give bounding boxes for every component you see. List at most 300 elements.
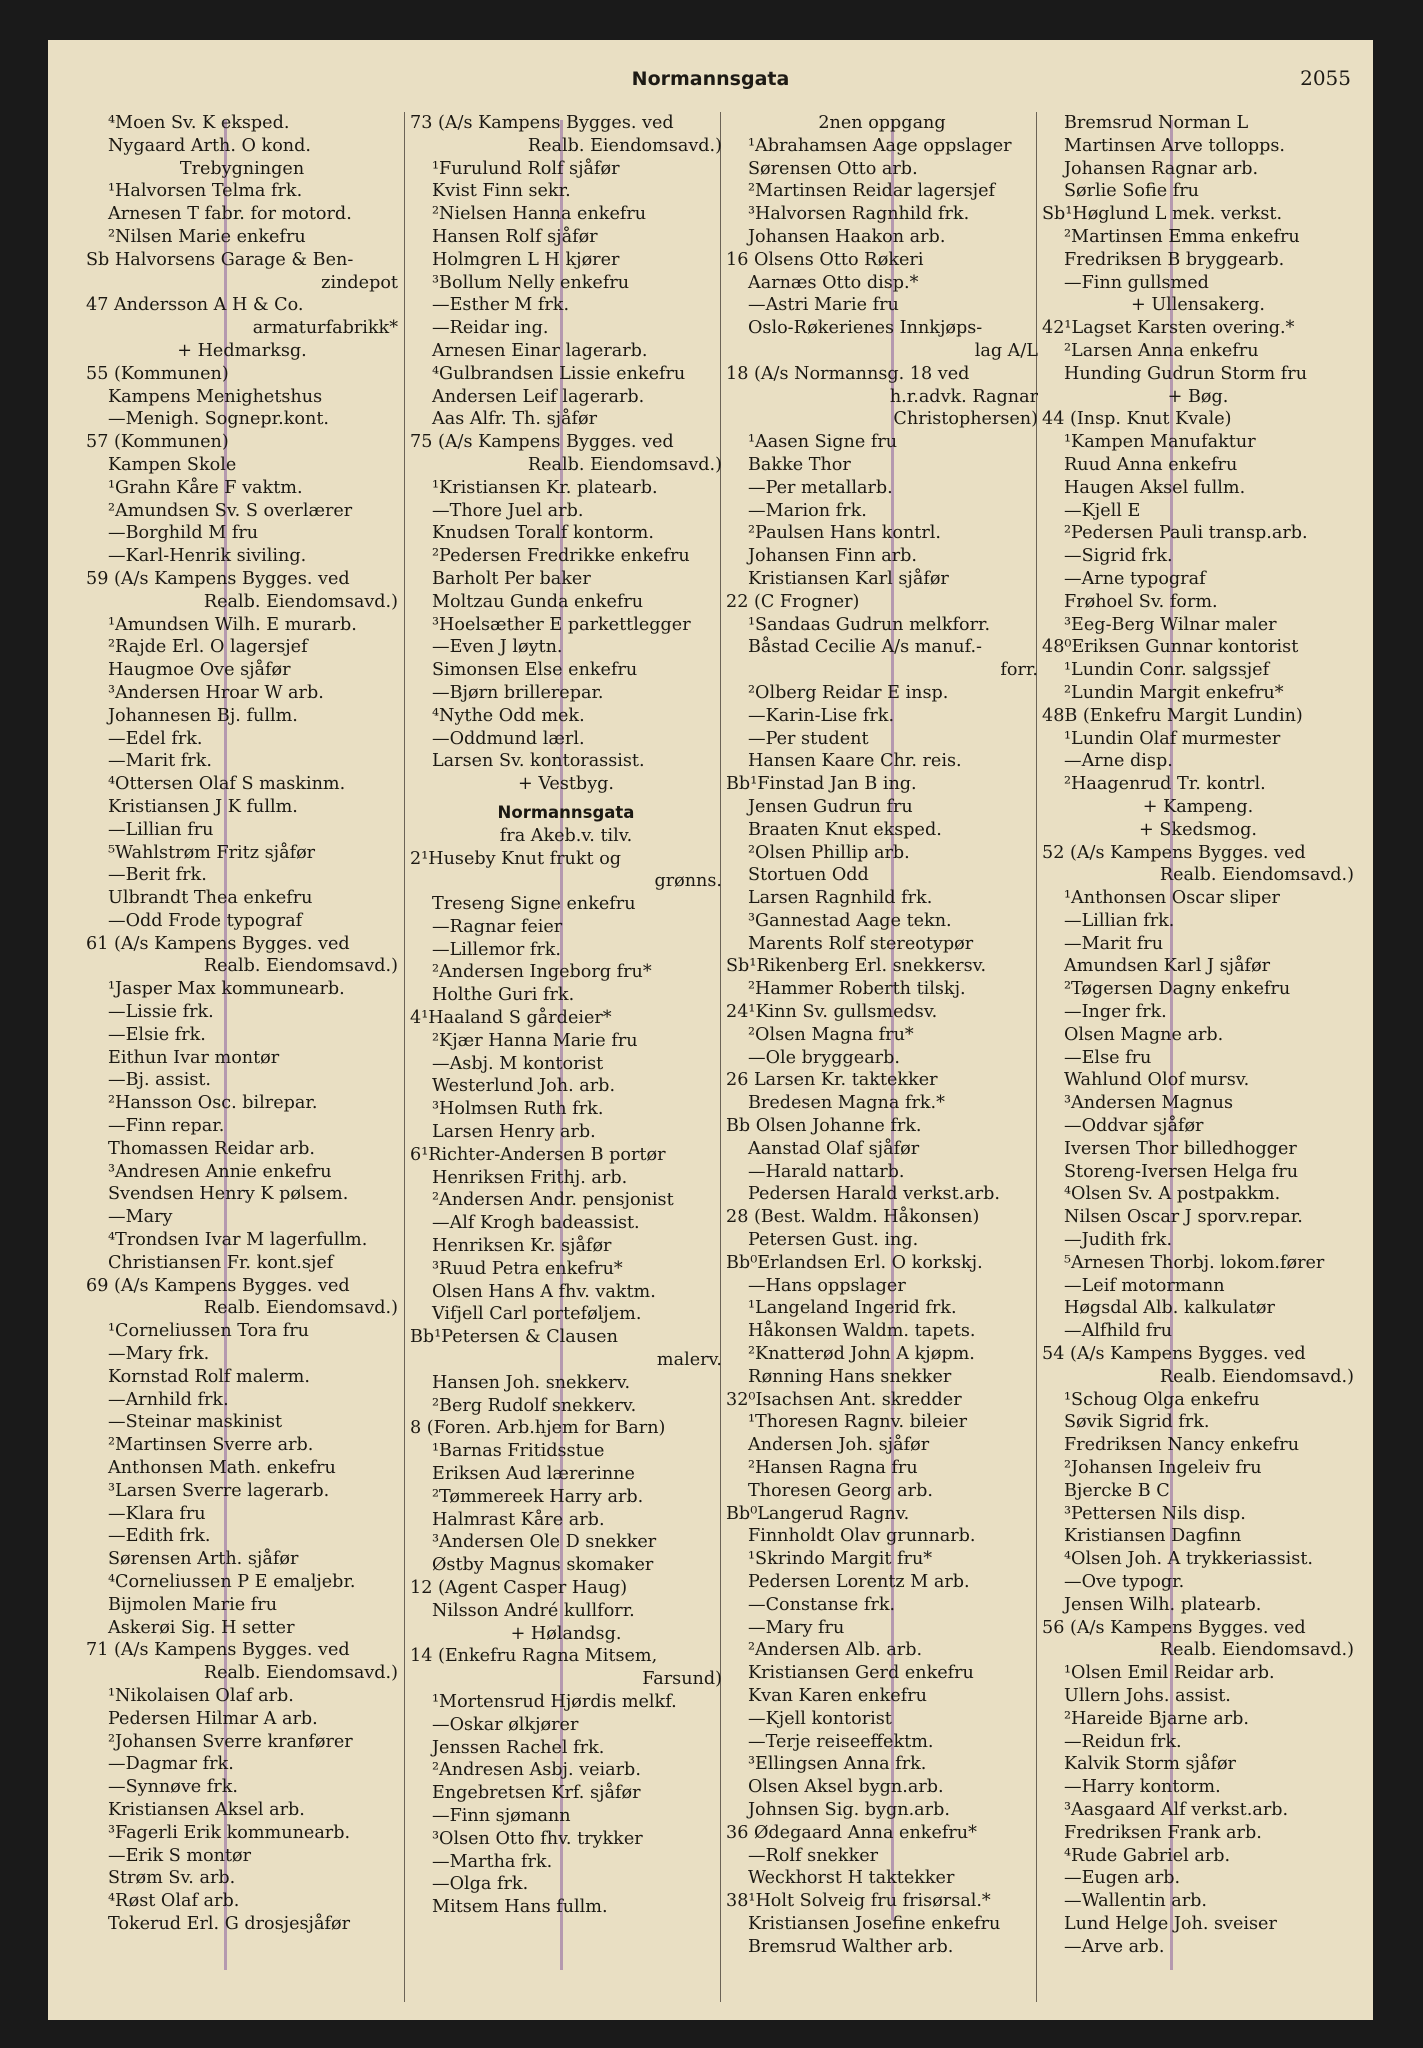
directory-line: Realb. Eiendomsavd.) — [1159, 1366, 1354, 1387]
directory-line: ²Olsen Magna fru* — [748, 1024, 914, 1045]
directory-line: armaturfabrikk* — [252, 318, 398, 339]
directory-line: —Lillian frk. — [1064, 910, 1175, 931]
directory-line: —Arve arb. — [1064, 1936, 1165, 1957]
directory-line: Marents Rolf stereotypør — [748, 933, 974, 954]
directory-line: —Karin-Lise frk. — [748, 705, 895, 726]
directory-column-2 — [410, 112, 722, 1919]
directory-line: —Karl-Henrik siviling. — [108, 546, 307, 567]
directory-line: Bredesen Magna frk.* — [748, 1093, 945, 1114]
directory-line: 14 (Enkefru Ragna Mitsem, — [410, 1646, 658, 1667]
directory-line: Realb. Eiendomsavd.) — [203, 1298, 398, 1319]
directory-line: 36 Ødegaard Anna enkefru* — [726, 1822, 977, 1843]
directory-line: 2nen oppgang — [818, 113, 946, 133]
directory-line: Christiansen Fr. kont.sjef — [108, 1252, 334, 1273]
directory-line: ³Olsen Otto fhv. trykker — [432, 1828, 643, 1849]
directory-line: —Sigrid frk. — [1064, 546, 1173, 567]
directory-line: —Marit fru — [1064, 933, 1164, 954]
directory-line: —Reidun frk. — [1064, 1731, 1182, 1752]
directory-line: Realb. Eiendomsavd.) — [527, 135, 722, 156]
directory-line: —Lillemor frk. — [432, 939, 562, 960]
directory-line: ³Andersen Magnus — [1064, 1093, 1233, 1114]
directory-line: ¹Schoug Olga enkefru — [1064, 1389, 1260, 1410]
directory-line: ³Aasgaard Alf verkst.arb. — [1064, 1799, 1289, 1820]
directory-line: fra Akeb.v. tilv. — [499, 825, 633, 846]
directory-line: 61 (A/s Kampens Bygges. ved — [86, 933, 350, 954]
directory-line: Aanstad Olaf sjåfør — [748, 1138, 920, 1159]
directory-line: ¹Langeland Ingerid frk. — [748, 1298, 957, 1319]
directory-line: Barholt Per baker — [432, 568, 591, 589]
directory-line: ¹Furulund Rolf sjåfør — [432, 158, 620, 179]
directory-line: 28 (Best. Waldm. Håkonsen) — [726, 1207, 980, 1228]
directory-line: —Reidar ing. — [432, 318, 549, 339]
directory-line: —Bjørn brillerepar. — [432, 682, 604, 703]
directory-line: Kvist Finn sekr. — [432, 181, 571, 202]
directory-line: ¹Grahn Kåre F vaktm. — [108, 477, 303, 498]
directory-line: Realb. Eiendomsavd.) — [1159, 1640, 1354, 1661]
directory-line: ²Hansson Osc. bilrepar. — [108, 1093, 318, 1114]
directory-line: + Vestbyg. — [518, 774, 614, 795]
directory-line: forr. — [1000, 660, 1038, 681]
directory-line: 22 (C Frogner) — [726, 591, 860, 612]
directory-line: ²Olberg Reidar E insp. — [748, 682, 949, 703]
directory-line: Kristiansen J K fullm. — [108, 796, 298, 817]
directory-line: ²Larsen Anna enkefru — [1064, 340, 1259, 361]
directory-line: ³Larsen Sverre lagerarb. — [108, 1480, 330, 1501]
directory-line: Hansen Joh. snekkerv. — [432, 1372, 631, 1393]
directory-line: ²Haagenrud Tr. kontrl. — [1064, 774, 1266, 795]
directory-line: h.r.advk. Ragnar — [889, 386, 1038, 407]
directory-line: Bijmolen Marie fru — [108, 1594, 278, 1615]
directory-line: Johansen Finn arb. — [748, 546, 918, 567]
directory-line: ⁴Ottersen Olaf S maskinm. — [108, 774, 346, 795]
directory-line: ³Andersen Ole D snekker — [432, 1532, 657, 1553]
directory-line: ¹Anthonsen Oscar sliper — [1064, 888, 1280, 909]
directory-line: Aas Alfr. Th. sjåfør — [432, 409, 598, 430]
directory-line: Fredriksen Frank arb. — [1064, 1822, 1262, 1843]
directory-line: —Arnhild frk. — [108, 1389, 229, 1410]
directory-line: 32⁰Isachsen Ant. skredder — [726, 1389, 962, 1410]
directory-line: 18 (A/s Normannsg. 18 ved — [726, 363, 970, 384]
directory-line: Pedersen Harald verkst.arb. — [748, 1184, 1000, 1205]
directory-line: ¹Amundsen Wilh. E murarb. — [108, 614, 357, 635]
directory-line: 54 (A/s Kampens Bygges. ved — [1042, 1344, 1306, 1365]
directory-line: ⁴Rude Gabriel arb. — [1064, 1845, 1231, 1866]
directory-line: ⁵Wahlstrøm Fritz sjåfør — [108, 842, 316, 863]
directory-line: ⁴Trondsen Ivar M lagerfullm. — [108, 1230, 368, 1251]
directory-line: Realb. Eiendomsavd.) — [527, 454, 722, 475]
directory-line: Realb. Eiendomsavd.) — [203, 956, 398, 977]
directory-line: Eithun Ivar montør — [108, 1047, 280, 1068]
directory-line: Henriksen Frithj. arb. — [432, 1167, 628, 1188]
directory-line: —Alf Krogh badeassist. — [432, 1213, 640, 1234]
directory-line: Bremsrud Norman L — [1064, 113, 1249, 133]
directory-line: 42¹Lagset Karsten overing.* — [1042, 318, 1295, 339]
directory-line: ⁴Røst Olaf arb. — [108, 1891, 240, 1912]
directory-line: Bjercke B C — [1064, 1480, 1170, 1501]
directory-line: Sørensen Arth. sjåfør — [108, 1549, 299, 1570]
directory-line: ⁴Olsen Joh. A trykkeriassist. — [1064, 1549, 1313, 1570]
directory-line: + Ullensakerg. — [1130, 295, 1265, 316]
directory-line: —Martha frk. — [432, 1851, 553, 1872]
directory-line: Jensen Wilh. platearb. — [1064, 1594, 1262, 1615]
directory-line: —Ragnar feier — [432, 916, 563, 937]
directory-line: ²Kjær Hanna Marie fru — [432, 1030, 638, 1051]
directory-line: Bakke Thor — [748, 454, 851, 475]
directory-line: Hunding Gudrun Storm fru — [1064, 363, 1308, 384]
directory-line: Svendsen Henry K pølsem. — [108, 1184, 349, 1205]
directory-line: —Olga frk. — [432, 1874, 529, 1895]
directory-line: ³Andersen Hroar W arb. — [108, 682, 324, 703]
directory-line: —Harald nattarb. — [748, 1161, 905, 1182]
directory-line: Vifjell Carl porteføljem. — [432, 1304, 642, 1325]
directory-line: —Oskar ølkjører — [432, 1714, 579, 1735]
directory-line: Pedersen Lorentz M arb. — [748, 1572, 970, 1592]
directory-line: —Esther M frk. — [432, 295, 570, 316]
directory-line: —Elsie frk. — [108, 1024, 206, 1045]
directory-line: Larsen Ragnhild frk. — [748, 888, 933, 909]
directory-line: ³Eeg-Berg Wilnar maler — [1064, 614, 1277, 635]
directory-line: ¹Corneliussen Tora fru — [108, 1321, 309, 1342]
directory-line: ¹Kampen Manufaktur — [1064, 432, 1256, 453]
directory-line: —Mary fru — [748, 1617, 845, 1638]
directory-line: —Erik S montør — [108, 1845, 252, 1866]
directory-line: Braaten Knut eksped. — [748, 819, 942, 840]
directory-line: Hansen Kaare Chr. reis. — [748, 751, 962, 772]
directory-line: Aarnæs Otto disp.* — [748, 272, 919, 293]
directory-line: ¹Skrindo Margit fru* — [748, 1549, 933, 1570]
directory-page — [48, 40, 1373, 2020]
directory-line: —Eugen arb. — [1064, 1868, 1181, 1889]
directory-line: —Terje reiseeffektm. — [748, 1731, 934, 1752]
directory-line: ²Andersen Alb. arb. — [748, 1640, 923, 1661]
directory-line: ²Berg Rudolf snekkerv. — [432, 1395, 637, 1416]
directory-line: ⁴Gulbrandsen Lissie enkefru — [432, 363, 686, 384]
directory-line: ³Fagerli Erik kommunearb. — [108, 1822, 351, 1843]
directory-line: ³Ellingsen Anna frk. — [748, 1754, 927, 1775]
page-number: 2055 — [1300, 66, 1351, 90]
directory-line: Arnesen Einar lagerarb. — [432, 340, 648, 361]
directory-line: Askerøi Sig. H setter — [108, 1617, 295, 1638]
directory-line: Thoresen Georg arb. — [748, 1480, 933, 1501]
directory-line: + Kampeng. — [1142, 796, 1254, 817]
directory-line: Trebygningen — [179, 158, 305, 179]
directory-line: —Klara fru — [108, 1503, 206, 1524]
directory-line: —Ove typogr. — [1064, 1572, 1185, 1592]
directory-line: —Odd Frode typograf — [108, 910, 303, 931]
directory-line: —Lissie frk. — [108, 1002, 214, 1023]
directory-line: —Edel frk. — [108, 728, 203, 749]
directory-line: ³Pettersen Nils disp. — [1064, 1503, 1246, 1524]
directory-line: —Mary — [108, 1207, 173, 1228]
directory-line: —Per metallarb. — [748, 477, 893, 498]
directory-line: —Marion frk. — [748, 500, 867, 521]
directory-line: grønns. — [654, 871, 722, 892]
directory-line: Johansen Ragnar arb. — [1064, 158, 1259, 179]
directory-line: Haugen Aksel fullm. — [1064, 477, 1246, 498]
directory-line: —Inger frk. — [1064, 1002, 1167, 1023]
directory-line: Frøhoel Sv. form. — [1064, 591, 1218, 612]
directory-line: —Else fru — [1064, 1047, 1152, 1068]
directory-line: ²Paulsen Hans kontrl. — [748, 523, 941, 544]
directory-line: ¹Aasen Signe fru — [748, 432, 898, 453]
directory-line: —Thore Juel arb. — [432, 500, 584, 521]
directory-line: Båstad Cecilie A/s manuf.- — [748, 637, 982, 658]
directory-line: Ullern Johs. assist. — [1064, 1685, 1231, 1706]
directory-line: Engebretsen Krf. sjåfør — [432, 1783, 641, 1804]
directory-line: ¹Lundin Olaf murmester — [1064, 728, 1281, 749]
directory-line: ²Pedersen Fredrikke enkefru — [432, 546, 690, 567]
directory-line: Sb¹Rikenberg Erl. snekkersv. — [726, 956, 987, 977]
directory-line: —Menigh. Sognepr.kont. — [108, 409, 329, 430]
directory-line: Sb¹Høglund L mek. verkst. — [1042, 204, 1283, 225]
directory-line: ²Hansen Ragna fru — [748, 1458, 918, 1479]
directory-line: Bb⁰Erlandsen Erl. O korkskj. — [726, 1252, 983, 1273]
directory-line: Strøm Sv. arb. — [108, 1868, 236, 1889]
directory-line: Sørlie Sofie fru — [1064, 181, 1199, 202]
directory-line: 71 (A/s Kampens Bygges. ved — [86, 1640, 350, 1661]
directory-line: —Wallentin arb. — [1064, 1891, 1208, 1912]
directory-line: malerv. — [656, 1350, 722, 1371]
directory-line: Østby Magnus skomaker — [432, 1555, 654, 1576]
directory-line: Bremsrud Walther arb. — [748, 1936, 954, 1957]
directory-line: —Kjell kontorist — [748, 1708, 892, 1729]
directory-line: ¹Nikolaisen Olaf arb. — [108, 1685, 294, 1706]
directory-line: Kampen Skole — [108, 454, 237, 475]
directory-line: 44 (Insp. Knut Kvale) — [1042, 409, 1232, 430]
directory-line: Eriksen Aud lærerinne — [432, 1464, 635, 1485]
directory-line: Kristiansen Josefine enkefru — [748, 1913, 1001, 1934]
directory-line: Realb. Eiendomsavd.) — [1159, 865, 1354, 886]
directory-line: Rønning Hans snekker — [748, 1366, 952, 1387]
directory-line: —Asbj. M kontorist — [432, 1053, 604, 1074]
directory-line: Holmgren L H kjører — [432, 249, 620, 270]
directory-line: ⁴Olsen Sv. A postpakkm. — [1064, 1184, 1281, 1205]
directory-line: 56 (A/s Kampens Bygges. ved — [1042, 1617, 1306, 1638]
directory-line: —Mary frk. — [108, 1344, 210, 1365]
page-title: Normannsgata — [631, 68, 790, 90]
directory-line: 16 Olsens Otto Røkeri — [726, 249, 924, 270]
directory-line: ⁴Corneliussen P E emaljebr. — [108, 1572, 356, 1592]
directory-line: —Hans oppslager — [748, 1275, 906, 1296]
directory-line: Storeng-Iversen Helga fru — [1064, 1161, 1299, 1182]
directory-line: —Finn repar. — [108, 1116, 225, 1137]
directory-line: Halmrast Kåre arb. — [432, 1509, 605, 1530]
directory-line: ²Olsen Phillip arb. — [748, 842, 910, 863]
directory-line: —Finn gullsmed — [1064, 272, 1209, 293]
directory-line: Kristiansen Karl sjåfør — [748, 568, 949, 589]
directory-line: ²Martinsen Emma enkefru — [1064, 226, 1300, 247]
directory-line: —Ole bryggearb. — [748, 1047, 900, 1068]
directory-line: —Steinar maskinist — [108, 1412, 283, 1433]
directory-line: Olsen Hans A fhv. vaktm. — [432, 1281, 656, 1302]
directory-line: —Edith frk. — [108, 1526, 211, 1547]
directory-line: Weckhorst H taktekker — [748, 1868, 955, 1889]
directory-line: Bb⁰Langerud Ragnv. — [726, 1503, 910, 1524]
directory-line: —Marit frk. — [108, 751, 212, 772]
directory-line: + Bøg. — [1167, 386, 1229, 407]
directory-line: ³Ruud Petra enkefru* — [432, 1258, 623, 1279]
directory-line: Finnholdt Olav grunnarb. — [748, 1526, 976, 1547]
directory-line: 52 (A/s Kampens Bygges. ved — [1042, 842, 1306, 863]
directory-line: Kristiansen Aksel arb. — [108, 1799, 305, 1820]
directory-line: —Judith frk. — [1064, 1230, 1173, 1251]
directory-line: 24¹Kinn Sv. gullsmedsv. — [726, 1002, 938, 1023]
directory-line: ³Bollum Nelly enkefru — [432, 272, 630, 293]
directory-line: 4¹Haaland S gårdeier* — [410, 1008, 612, 1029]
directory-line: Holthe Guri frk. — [432, 985, 575, 1006]
directory-line: ²Johansen Ingeleiv fru — [1064, 1458, 1262, 1479]
directory-line: Sørensen Otto arb. — [748, 158, 918, 179]
directory-line: Mitsem Hans fullm. — [432, 1897, 608, 1918]
directory-line: Sb Halvorsens Garage & Ben- — [86, 249, 354, 270]
directory-line: Kristiansen Gerd enkefru — [748, 1663, 974, 1684]
directory-line: —Finn sjømann — [432, 1805, 571, 1826]
directory-line: ³Gannestad Aage tekn. — [748, 910, 952, 931]
directory-line: Moltzau Gunda enkefru — [432, 591, 644, 612]
directory-line: ²Martinsen Reidar lagersjef — [748, 181, 996, 202]
directory-line: ¹Mortensrud Hjørdis melkf. — [432, 1691, 677, 1712]
directory-line: Olsen Aksel bygn.arb. — [748, 1777, 944, 1798]
directory-line: Realb. Eiendomsavd.) — [203, 1663, 398, 1684]
directory-line: Oslo-Røkerienes Innkjøps- — [748, 318, 983, 339]
directory-line: —Even J løytn. — [432, 637, 563, 658]
directory-line: ¹Olsen Emil Reidar arb. — [1064, 1663, 1275, 1684]
directory-line: Treseng Signe enkefru — [432, 894, 636, 915]
directory-line: Realb. Eiendomsavd.) — [203, 591, 398, 612]
directory-line: Andersen Leif lagerarb. — [432, 386, 645, 407]
directory-line: ¹Barnas Fritidsstue — [432, 1441, 605, 1462]
directory-line: Haugmoe Ove sjåfør — [108, 660, 291, 681]
directory-line: ³Andresen Annie enkefru — [108, 1161, 332, 1182]
directory-line: Høgsdal Alb. kalkulatør — [1064, 1298, 1275, 1319]
directory-line: 59 (A/s Kampens Bygges. ved — [86, 568, 350, 589]
directory-line: —Arne disp. — [1064, 751, 1173, 772]
directory-line: Farsund) — [642, 1669, 722, 1690]
column-divider — [404, 112, 405, 2002]
directory-line: ²Rajde Erl. O lagersjef — [108, 637, 308, 658]
directory-line: Larsen Henry arb. — [432, 1122, 596, 1143]
directory-line: ¹Jasper Max kommunearb. — [108, 979, 345, 1000]
directory-line: Larsen Sv. kontorassist. — [432, 751, 645, 772]
directory-line: Thomassen Reidar arb. — [108, 1138, 316, 1159]
directory-line: ¹Halvorsen Telma frk. — [108, 181, 303, 202]
directory-line: Kristiansen Dagfinn — [1064, 1526, 1242, 1547]
directory-line: —Kjell E — [1064, 500, 1141, 521]
directory-line: Petersen Gust. ing. — [748, 1230, 919, 1251]
directory-line: Johansen Haakon arb. — [748, 226, 946, 247]
directory-line: ²Martinsen Sverre arb. — [108, 1435, 314, 1456]
directory-line: ⁵Arnesen Thorbj. lokom.fører — [1064, 1252, 1325, 1273]
directory-line: Johnsen Sig. bygn.arb. — [748, 1799, 950, 1820]
directory-line: Westerlund Joh. arb. — [432, 1076, 616, 1097]
directory-line: —Constanse frk. — [748, 1594, 896, 1615]
directory-line: 73 (A/s Kampens Bygges. ved — [410, 113, 674, 133]
directory-line: Tokerud Erl. G drosjesjåfør — [108, 1913, 350, 1934]
directory-line: ²Knatterød John A kjøpm. — [748, 1344, 975, 1365]
directory-line: —Astri Marie fru — [748, 295, 899, 316]
directory-line: Kampens Menighetshus — [108, 386, 323, 407]
directory-line: —Arne typograf — [1064, 568, 1206, 589]
directory-line: —Berit frk. — [108, 865, 207, 886]
directory-line: Wahlund Olof mursv. — [1064, 1070, 1250, 1091]
directory-line: ²Nilsen Marie enkefru — [108, 226, 306, 247]
directory-line: Stortuen Odd — [748, 865, 869, 886]
directory-line: —Bj. assist. — [108, 1070, 212, 1091]
directory-line: Nilsen Oscar J sporv.repar. — [1064, 1207, 1303, 1228]
directory-line: Normannsgata — [497, 802, 635, 822]
directory-line: Henriksen Kr. sjåfør — [432, 1236, 612, 1257]
directory-line: ²Nielsen Hanna enkefru — [432, 204, 647, 225]
directory-line: 26 Larsen Kr. taktekker — [726, 1070, 938, 1091]
directory-line: Jenssen Rachel frk. — [432, 1737, 605, 1758]
directory-column-3 — [726, 112, 1038, 1959]
directory-line: ²Tøgersen Dagny enkefru — [1064, 979, 1291, 1000]
directory-line: ²Hammer Roberth tilskj. — [748, 979, 966, 1000]
directory-line: Søvik Sigrid frk. — [1064, 1412, 1210, 1433]
directory-line: 8 (Foren. Arb.hjem for Barn) — [410, 1418, 666, 1439]
directory-line: 47 Andersson A H & Co. — [86, 295, 304, 316]
directory-line: Knudsen Toralf kontorm. — [432, 523, 654, 544]
directory-line: —Oddmund lærl. — [432, 728, 585, 749]
directory-line: Ulbrandt Thea enkefru — [108, 888, 313, 909]
directory-line: —Harry kontorm. — [1064, 1777, 1221, 1798]
directory-line: ¹Lundin Conr. salgssjef — [1064, 660, 1270, 681]
page-header — [48, 68, 1373, 108]
directory-line: ²Johansen Sverre kranfører — [108, 1731, 353, 1752]
directory-line: —Per student — [748, 728, 869, 749]
directory-line: ⁴Nythe Odd mek. — [432, 705, 585, 726]
directory-line: ¹Sandaas Gudrun melkforr. — [748, 614, 991, 635]
directory-line: Johannesen Bj. fullm. — [108, 705, 298, 726]
directory-line: Kvan Karen enkefru — [748, 1685, 927, 1706]
directory-line: ³Hoelsæther E parkettlegger — [432, 614, 691, 635]
directory-line: Håkonsen Waldm. tapets. — [748, 1321, 976, 1342]
directory-line: Kalvik Storm sjåfør — [1064, 1754, 1236, 1775]
directory-line: 2¹Huseby Knut frukt og — [410, 848, 622, 869]
directory-line: ²Andersen Andr. pensjonist — [432, 1190, 674, 1211]
directory-line: ²Amundsen Sv. S overlærer — [108, 500, 353, 521]
directory-line: lag A/L — [974, 340, 1038, 361]
directory-line: 48⁰Eriksen Gunnar kontorist — [1042, 637, 1299, 658]
directory-line: ³Halvorsen Ragnhild frk. — [748, 204, 970, 225]
directory-line: ⁴Moen Sv. K eksped. — [108, 113, 290, 133]
directory-line: Bb¹Finstad Jan B ing. — [726, 774, 917, 795]
directory-line: Hansen Rolf sjåfør — [432, 226, 598, 247]
directory-line: ¹Kristiansen Kr. platearb. — [432, 477, 658, 498]
directory-line: —Synnøve frk. — [108, 1777, 238, 1798]
directory-line: + Hølandsg. — [510, 1623, 622, 1644]
directory-line: ²Hareide Bjarne arb. — [1064, 1708, 1249, 1729]
directory-line: 75 (A/s Kampens Bygges. ved — [410, 432, 674, 453]
directory-line: Pedersen Hilmar A arb. — [108, 1708, 318, 1729]
directory-line: —Oddvar sjåfør — [1064, 1116, 1204, 1137]
directory-line: Lund Helge Joh. sveiser — [1064, 1913, 1277, 1934]
directory-line: Andersen Joh. sjåfør — [748, 1435, 930, 1456]
directory-line: + Hedmarksg. — [177, 340, 307, 361]
directory-line: Christophersen) — [893, 409, 1038, 430]
directory-line: ²Tømmereek Harry arb. — [432, 1486, 644, 1507]
directory-line: 6¹Richter-Andersen B portør — [410, 1144, 666, 1165]
directory-column-4 — [1042, 112, 1354, 1959]
directory-line: Simonsen Else enkefru — [432, 660, 638, 681]
directory-line: Fredriksen B bryggearb. — [1064, 249, 1285, 270]
directory-column-1 — [86, 112, 398, 1936]
directory-line: Nygaard Arth. O kond. — [108, 135, 311, 156]
directory-line: Iversen Thor billedhogger — [1064, 1138, 1297, 1159]
directory-line: 69 (A/s Kampens Bygges. ved — [86, 1275, 350, 1296]
directory-line: Kornstad Rolf malerm. — [108, 1366, 310, 1387]
directory-line: ²Andersen Ingeborg fru* — [432, 962, 652, 983]
